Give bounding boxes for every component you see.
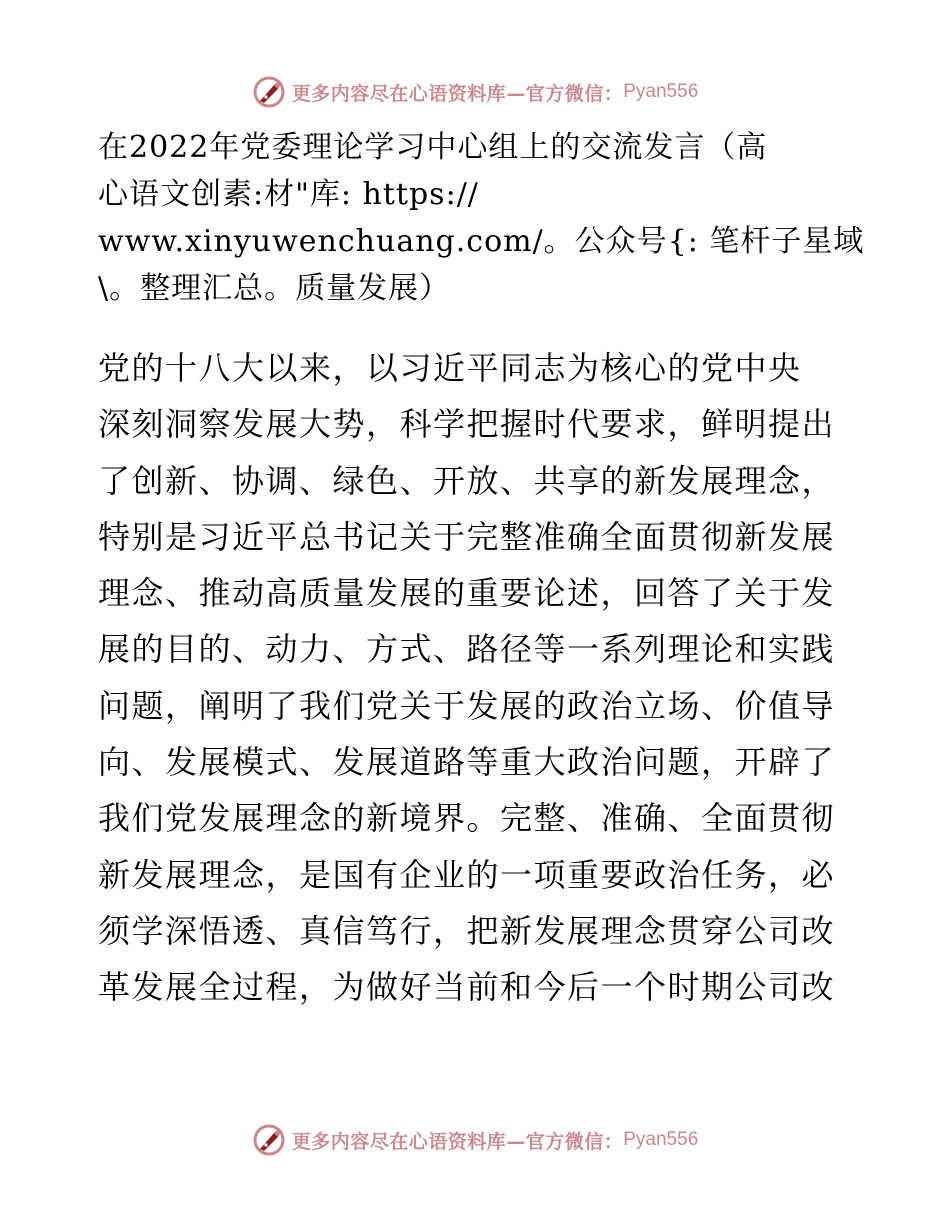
- paragraph-line: 党的十八大以来，以习近平同志为核心的党中央: [98, 349, 802, 387]
- title-line: www.xinyuwenchuang.com/。公众号{: 笔杆子星域: [98, 224, 865, 259]
- paragraph-line: 特别是习近平总书记关于完整准确全面贯彻新发展: [98, 517, 836, 556]
- title-line: \。整理汇总。质量发展）: [98, 271, 451, 306]
- pen-nib-logo-icon: [252, 75, 286, 109]
- paragraph-line: 向、发展模式、发展道路等重大政治问题，开辟了: [98, 743, 836, 782]
- watermark-text: 更多内容尽在心语资料库—官方微信：: [291, 82, 624, 105]
- paragraph-line: 须学深悟透、真信笃行，把新发展理念贯穿公司改: [98, 911, 836, 950]
- paragraph-line: 新发展理念，是国有企业的一项重要政治任务，必: [98, 855, 836, 894]
- paragraph-line: 深刻洞察发展大势，科学把握时代要求，鲜明提出: [98, 405, 836, 444]
- paragraph-line: 理念、推动高质量发展的重要论述，回答了关于发: [98, 574, 836, 613]
- paragraph-line: 问题，阐明了我们党关于发展的政治立场、价值导: [98, 686, 836, 725]
- watermark-wechat-id: Pyan556: [623, 1129, 699, 1150]
- header-watermark: [0, 72, 950, 112]
- pen-nib-logo-icon: [252, 1123, 286, 1157]
- document-title: [98, 124, 865, 312]
- title-line: 心语文创素:材"库: https://: [98, 177, 479, 212]
- paragraph-line: 展的目的、动力、方式、路径等一系列理论和实践: [98, 630, 836, 669]
- document-body: [98, 124, 865, 1016]
- title-line: 在2022年党委理论学习中心组上的交流发言（高: [98, 130, 768, 165]
- watermark-text: 更多内容尽在心语资料库—官方微信：: [291, 1130, 624, 1153]
- paragraph: [98, 340, 858, 1016]
- watermark-wechat-id: Pyan556: [623, 81, 699, 102]
- paragraph-line: 革发展全过程，为做好当前和今后一个时期公司改: [98, 968, 836, 1007]
- footer-watermark: [0, 1120, 950, 1160]
- paragraph-line: 我们党发展理念的新境界。完整、准确、全面贯彻: [98, 799, 836, 838]
- paragraph-line: 了创新、协调、绿色、开放、共享的新发展理念，: [98, 461, 836, 500]
